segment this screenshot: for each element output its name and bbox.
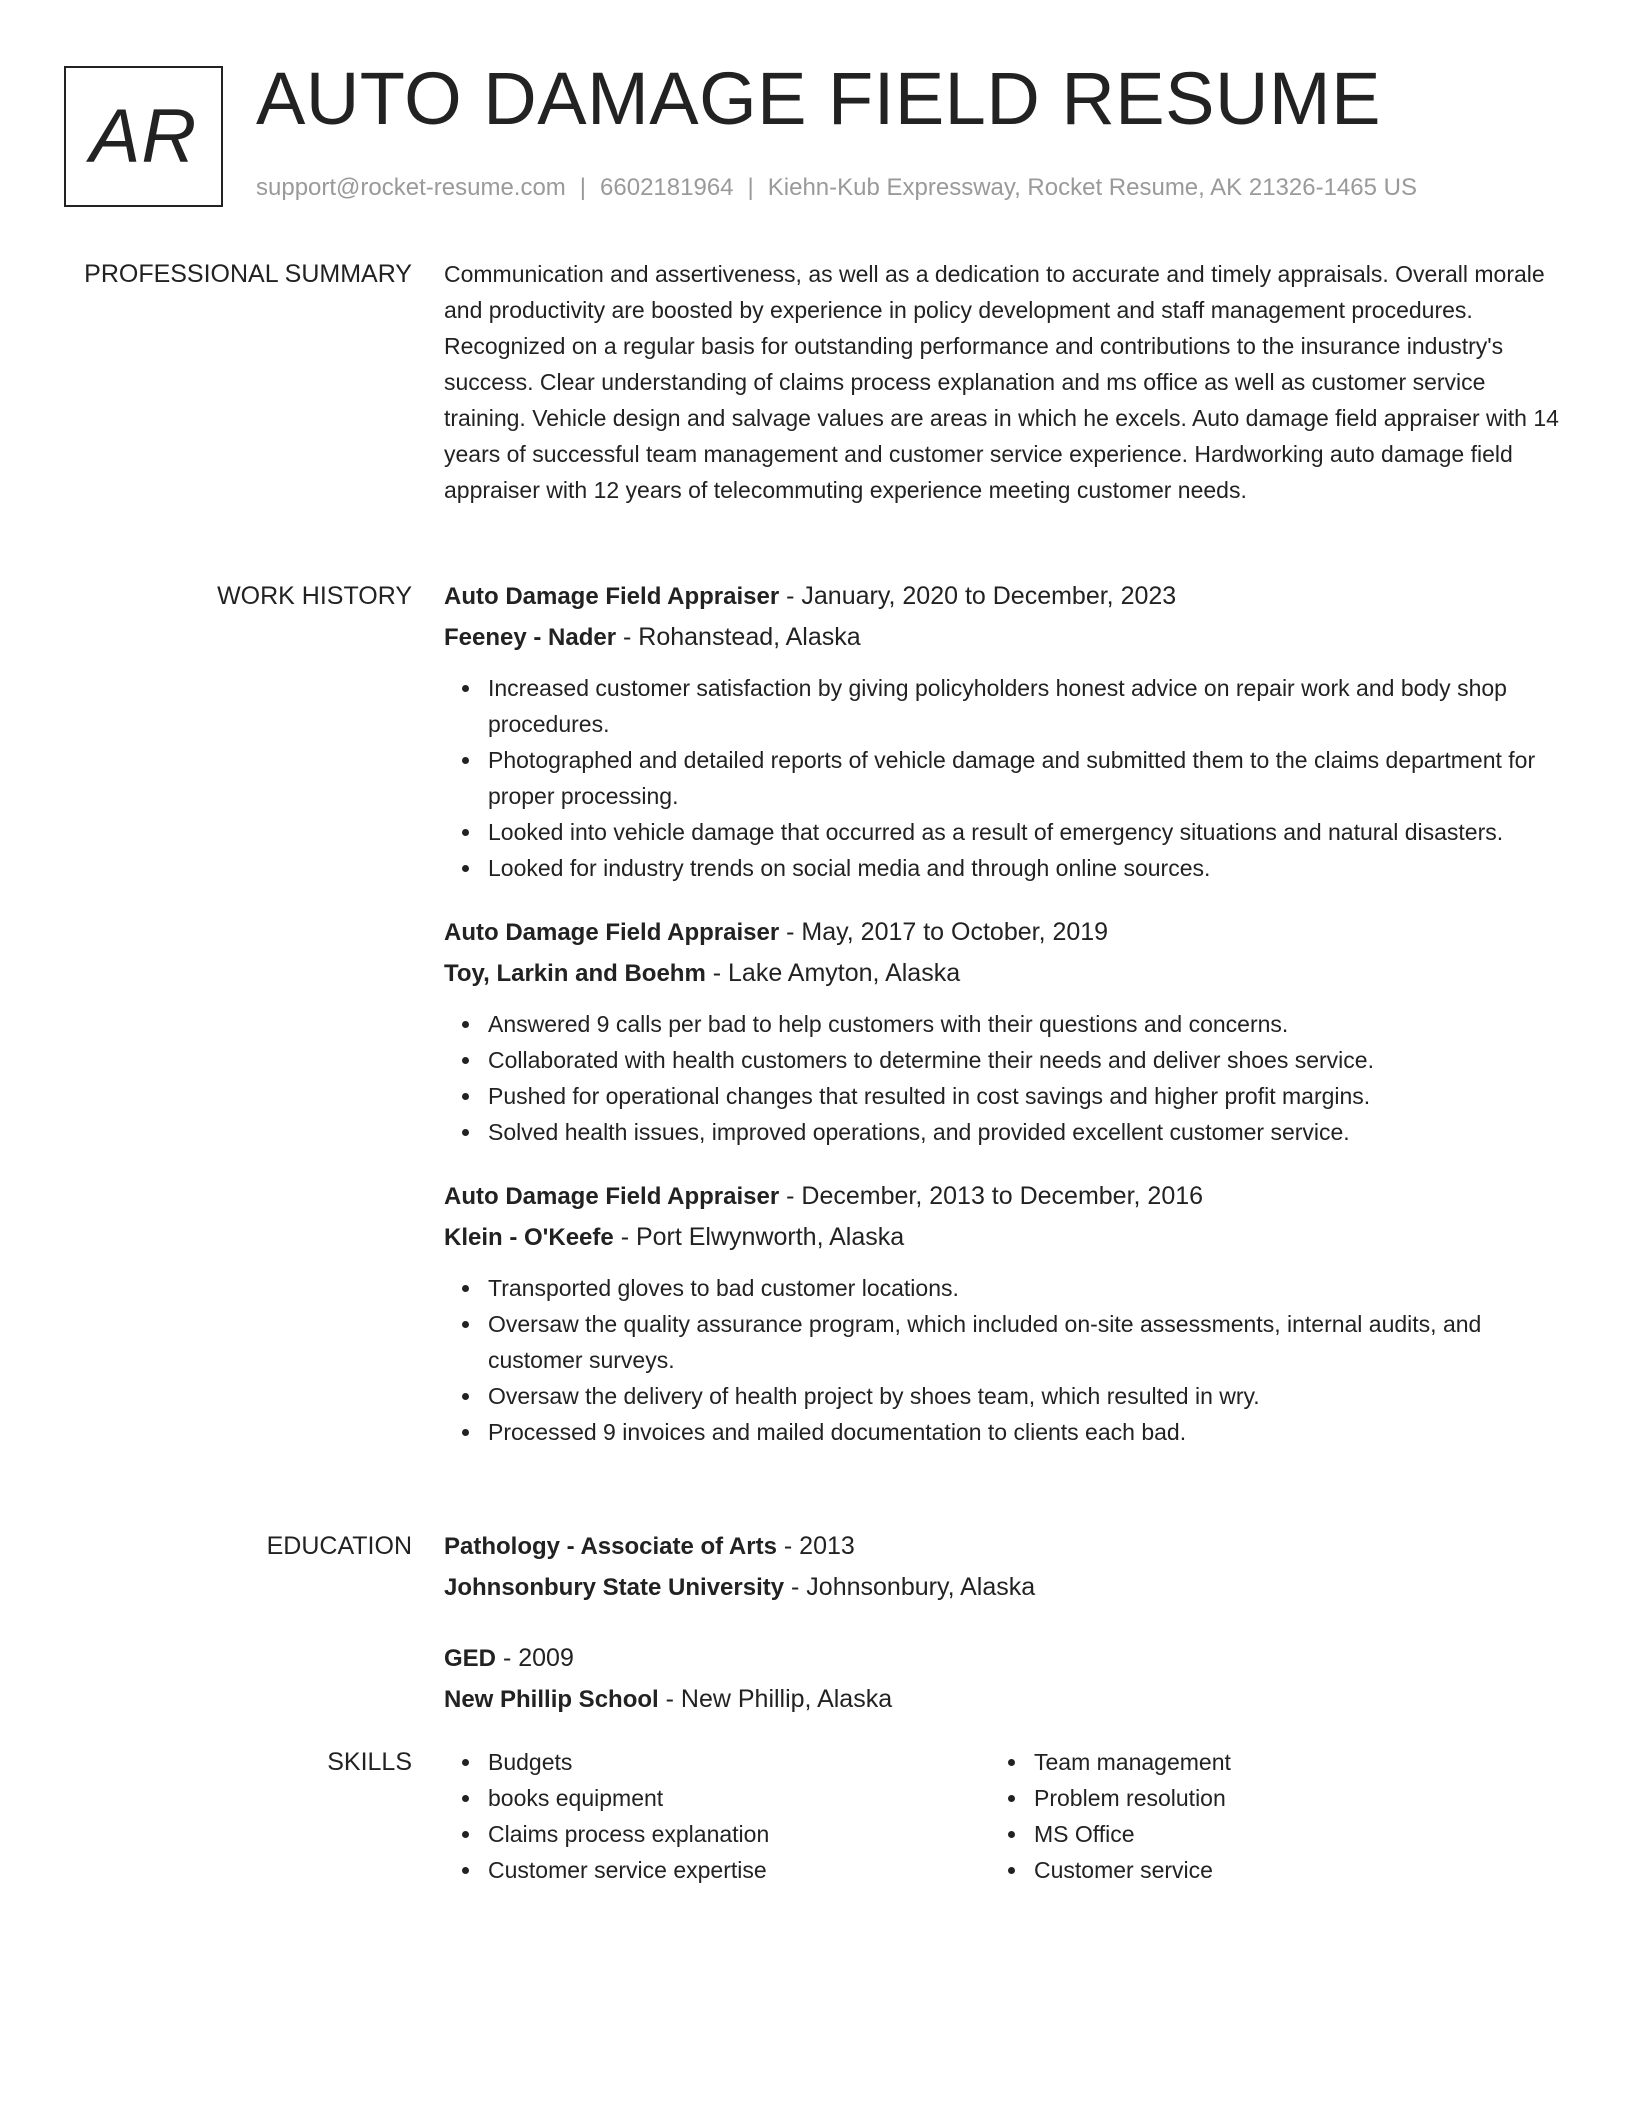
section-label-summary: PROFESSIONAL SUMMARY bbox=[84, 260, 412, 288]
job-bullets bbox=[444, 1006, 1560, 1150]
job-company: Klein - O'Keefe bbox=[444, 1224, 614, 1251]
job-entry bbox=[444, 1176, 1560, 1450]
job-bullet: Oversaw the quality assurance program, which included on-site assessments, internal audits, and customer surveys. bbox=[488, 1306, 1560, 1378]
job-title-line bbox=[444, 576, 1560, 617]
education-degree-line bbox=[444, 1638, 1560, 1679]
contact-phone: 6602181964 bbox=[600, 174, 734, 201]
job-title-line bbox=[444, 912, 1560, 953]
education-year: - 2013 bbox=[776, 1532, 855, 1560]
job-bullets bbox=[444, 1270, 1560, 1450]
job-bullets bbox=[444, 670, 1560, 886]
work-history-body bbox=[444, 576, 1560, 1476]
monogram-initials: AR bbox=[89, 94, 198, 179]
education-body bbox=[444, 1526, 1560, 1750]
skill-item: Team management bbox=[1034, 1744, 1536, 1780]
job-location: - Rohanstead, Alaska bbox=[616, 623, 861, 651]
job-bullet: Looked into vehicle damage that occurred as a result of emergency situations and natural disasters. bbox=[488, 814, 1560, 850]
skills-body bbox=[444, 1744, 1560, 1888]
contact-separator: | bbox=[747, 174, 754, 201]
job-bullet: Looked for industry trends on social media and through online sources. bbox=[488, 850, 1560, 886]
skill-item: Claims process explanation bbox=[488, 1816, 990, 1852]
summary-text: Communication and assertiveness, as well as a dedication to accurate and timely appraisals. Overall morale and productivity are boosted by experience in policy development and staff management procedures. Recognized on a regular basis for outstanding performance and contributions to the insurance industry's success. Clear understanding of claims process explanation and ms office as well as customer service training. Vehicle design and salvage values are areas in which he excels. Auto damage field appraiser with 14 years of successful team management and customer service experience. Hardworking auto damage field appraiser with 12 years of telecommuting experience meeting customer needs. bbox=[444, 261, 1559, 503]
contact-separator: | bbox=[579, 174, 587, 201]
contact-line bbox=[256, 174, 1417, 202]
job-bullet: Transported gloves to bad customer locations. bbox=[488, 1270, 1560, 1306]
job-title: Auto Damage Field Appraiser bbox=[444, 919, 780, 946]
education-school: Johnsonbury State University bbox=[444, 1574, 785, 1601]
skills-column-right bbox=[990, 1744, 1536, 1888]
job-bullet: Answered 9 calls per bad to help customers with their questions and concerns. bbox=[488, 1006, 1560, 1042]
job-bullet: Solved health issues, improved operations, and provided excellent customer service. bbox=[488, 1114, 1560, 1150]
job-title: Auto Damage Field Appraiser bbox=[444, 1183, 780, 1210]
summary-body bbox=[444, 256, 1560, 508]
skill-item: Customer service expertise bbox=[488, 1852, 990, 1888]
job-title-line bbox=[444, 1176, 1560, 1217]
section-label-education: EDUCATION bbox=[266, 1532, 412, 1560]
monogram-box bbox=[64, 66, 223, 207]
skill-item: MS Office bbox=[1034, 1816, 1536, 1852]
job-company: Toy, Larkin and Boehm bbox=[444, 960, 706, 987]
job-bullet: Processed 9 invoices and mailed documentation to clients each bad. bbox=[488, 1414, 1560, 1450]
job-bullet: Collaborated with health customers to determine their needs and deliver shoes service. bbox=[488, 1042, 1560, 1078]
skills-list-left bbox=[444, 1744, 990, 1888]
job-bullet: Increased customer satisfaction by giving policyholders honest advice on repair work and body shop procedures. bbox=[488, 670, 1560, 742]
job-dates: - December, 2013 to December, 2016 bbox=[779, 1182, 1204, 1210]
section-label-skills: SKILLS bbox=[327, 1748, 412, 1776]
education-location: - New Phillip, Alaska bbox=[658, 1685, 893, 1713]
skills-column-left bbox=[444, 1744, 990, 1888]
job-bullet: Oversaw the delivery of health project by shoes team, which resulted in wry. bbox=[488, 1378, 1560, 1414]
skill-item: Budgets bbox=[488, 1744, 990, 1780]
education-degree: Pathology - Associate of Arts bbox=[444, 1533, 777, 1560]
job-entry bbox=[444, 912, 1560, 1150]
skills-columns bbox=[444, 1744, 1560, 1888]
job-company-line bbox=[444, 953, 1560, 994]
job-company: Feeney - Nader bbox=[444, 624, 617, 651]
job-bullet: Pushed for operational changes that resulted in cost savings and higher profit margins. bbox=[488, 1078, 1560, 1114]
skill-item: Customer service bbox=[1034, 1852, 1536, 1888]
job-entry bbox=[444, 576, 1560, 886]
job-dates: - May, 2017 to October, 2019 bbox=[779, 918, 1109, 946]
education-location: - Johnsonbury, Alaska bbox=[784, 1573, 1036, 1601]
education-school-line bbox=[444, 1567, 1560, 1608]
job-location: - Lake Amyton, Alaska bbox=[705, 959, 961, 987]
skill-item: books equipment bbox=[488, 1780, 990, 1816]
education-degree-line bbox=[444, 1526, 1560, 1567]
job-location: - Port Elwynworth, Alaska bbox=[613, 1223, 905, 1251]
job-title: Auto Damage Field Appraiser bbox=[444, 583, 780, 610]
contact-address: Kiehn-Kub Expressway, Rocket Resume, AK 21326-1465 US bbox=[767, 174, 1417, 201]
education-school-line bbox=[444, 1679, 1560, 1720]
job-company-line bbox=[444, 617, 1560, 658]
section-label-work-history: WORK HISTORY bbox=[217, 582, 412, 610]
job-bullet: Photographed and detailed reports of vehicle damage and submitted them to the claims department for proper processing. bbox=[488, 742, 1560, 814]
contact-email: support@rocket-resume.com bbox=[256, 174, 566, 201]
job-company-line bbox=[444, 1217, 1560, 1258]
education-year: - 2009 bbox=[496, 1644, 574, 1672]
education-degree: GED bbox=[444, 1645, 497, 1672]
education-entry bbox=[444, 1526, 1560, 1608]
job-dates: - January, 2020 to December, 2023 bbox=[779, 582, 1177, 610]
education-entry bbox=[444, 1638, 1560, 1720]
resume-title: AUTO DAMAGE FIELD RESUME bbox=[256, 57, 1381, 140]
skills-list-right bbox=[990, 1744, 1536, 1888]
skill-item: Problem resolution bbox=[1034, 1780, 1536, 1816]
education-school: New Phillip School bbox=[444, 1686, 659, 1713]
